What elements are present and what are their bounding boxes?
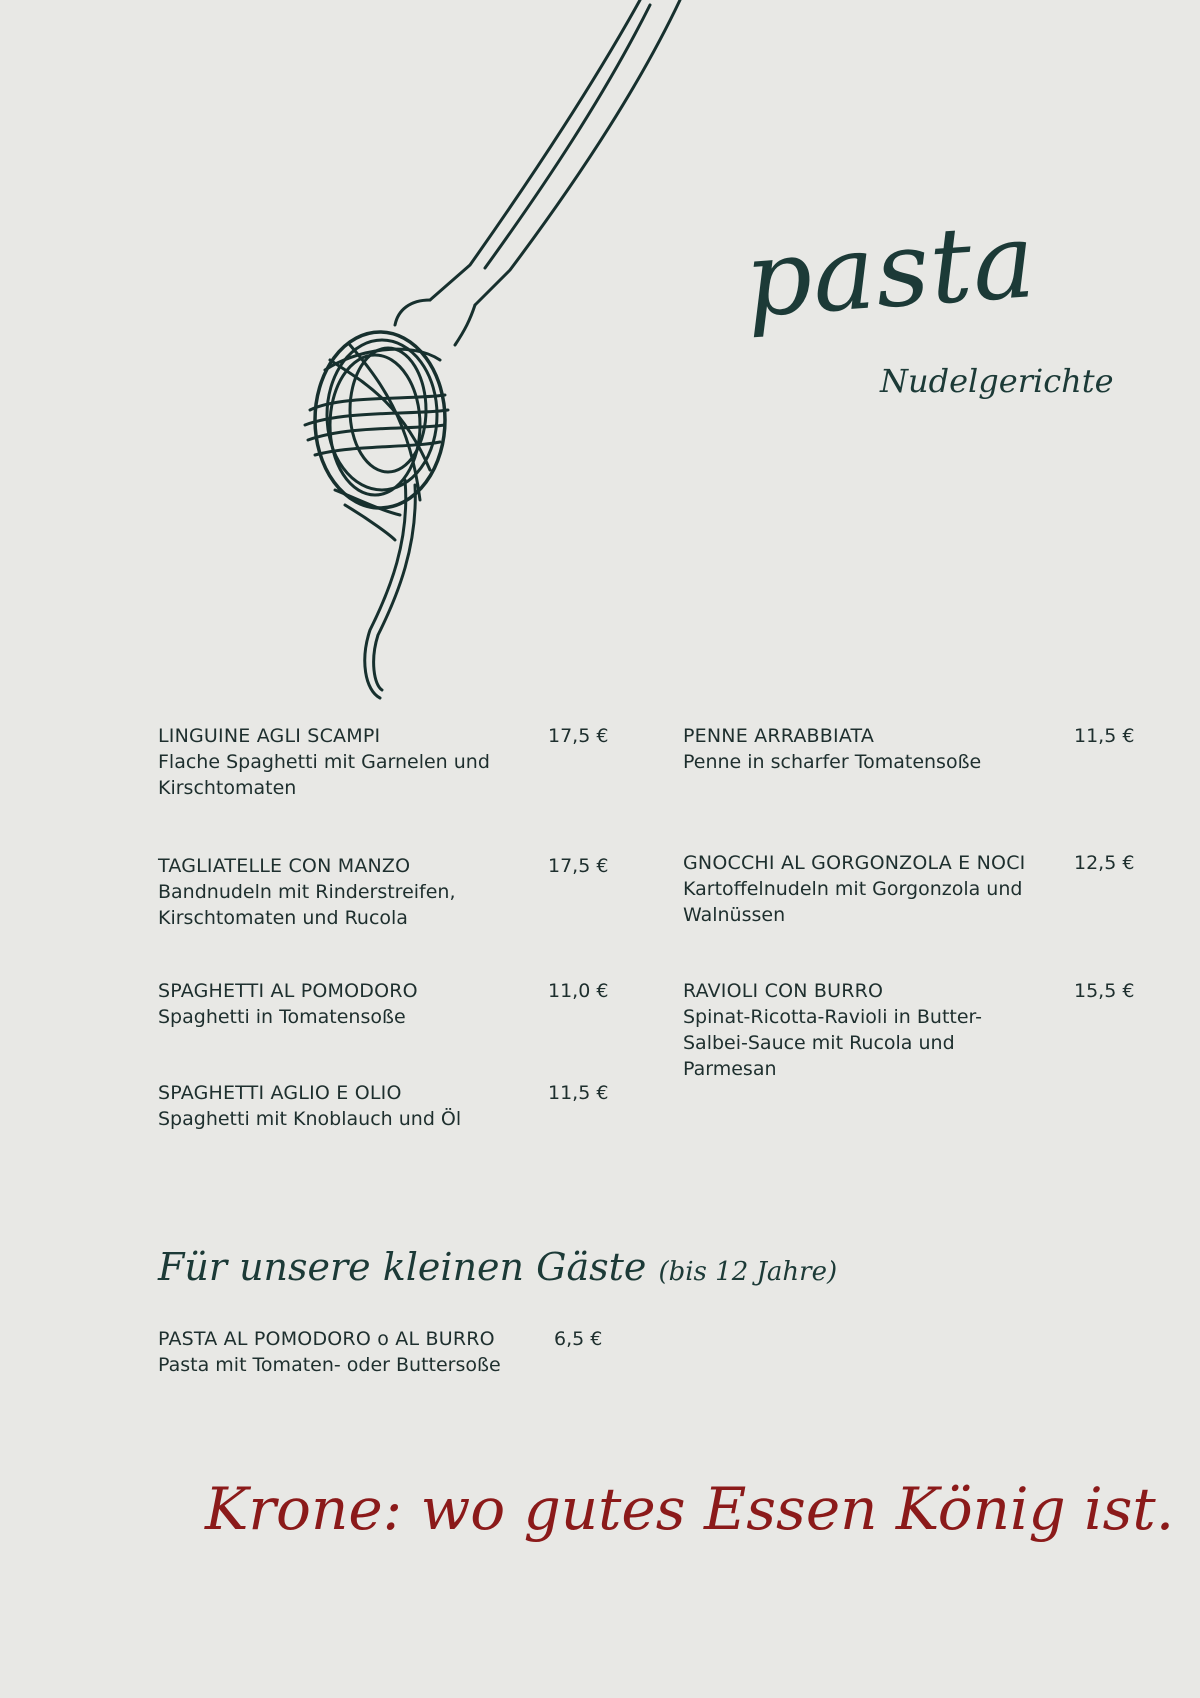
menu-item: [683, 850, 1033, 928]
menu-item-name: TAGLIATELLE CON MANZO: [158, 855, 411, 877]
menu-item-description: Spaghetti in Tomatensoße: [158, 1006, 406, 1028]
menu-item-description: Bandnudeln mit Rinderstreifen, Kirschtomaten und Rucola: [158, 881, 456, 929]
menu-item: [683, 723, 1013, 775]
menu-item-description: Spinat-Ricotta-Ravioli in Butter-Salbei-Sauce mit Rucola und Parmesan: [683, 1006, 982, 1080]
menu-item-name: GNOCCHI AL GORGONZOLA E NOCI: [683, 852, 1026, 874]
menu-item-name: SPAGHETTI AL POMODORO: [158, 980, 418, 1002]
kids-heading-note: (bis 12 Jahre): [658, 1257, 838, 1287]
menu-item-name: SPAGHETTI AGLIO E OLIO: [158, 1082, 402, 1104]
fork-with-spaghetti-icon: [270, 0, 710, 710]
menu-item-description: Penne in scharfer Tomatensoße: [683, 751, 982, 773]
menu-item-name: RAVIOLI CON BURRO: [683, 980, 884, 1002]
menu-item-price: 6,5 €: [554, 1328, 603, 1350]
menu-item: [158, 853, 488, 931]
kids-section-heading: [158, 1245, 838, 1289]
slogan: Krone: wo gutes Essen König ist.: [205, 1475, 1175, 1543]
menu-item-price: 11,5 €: [1074, 725, 1135, 747]
menu-item-price: 17,5 €: [548, 855, 609, 877]
menu-item-price: 11,0 €: [548, 980, 609, 1002]
menu-item-description: Flache Spaghetti mit Garnelen und Kirschtomaten: [158, 751, 490, 799]
menu-item: [158, 978, 528, 1030]
menu-item-description: Kartoffelnudeln mit Gorgonzola und Walnüssen: [683, 878, 1023, 926]
menu-item-price: 15,5 €: [1074, 980, 1135, 1002]
page-title: pasta: [741, 199, 1040, 341]
menu-item-description: Pasta mit Tomaten- oder Buttersoße: [158, 1354, 501, 1376]
menu-item: [158, 1326, 558, 1378]
menu-item-price: 12,5 €: [1074, 852, 1135, 874]
menu-item-name: PASTA AL POMODORO o AL BURRO: [158, 1328, 495, 1350]
menu-item: [683, 978, 993, 1082]
menu-item-description: Spaghetti mit Knoblauch und Öl: [158, 1108, 462, 1130]
menu-item-name: LINGUINE AGLI SCAMPI: [158, 725, 381, 747]
menu-item-price: 17,5 €: [548, 725, 609, 747]
menu-item: [158, 1080, 528, 1132]
menu-item-price: 11,5 €: [548, 1082, 609, 1104]
page-subtitle: Nudelgerichte: [880, 362, 1114, 400]
kids-heading-text: Für unsere kleinen Gäste: [158, 1245, 647, 1289]
menu-item: [158, 723, 528, 801]
menu-item-name: PENNE ARRABBIATA: [683, 725, 875, 747]
